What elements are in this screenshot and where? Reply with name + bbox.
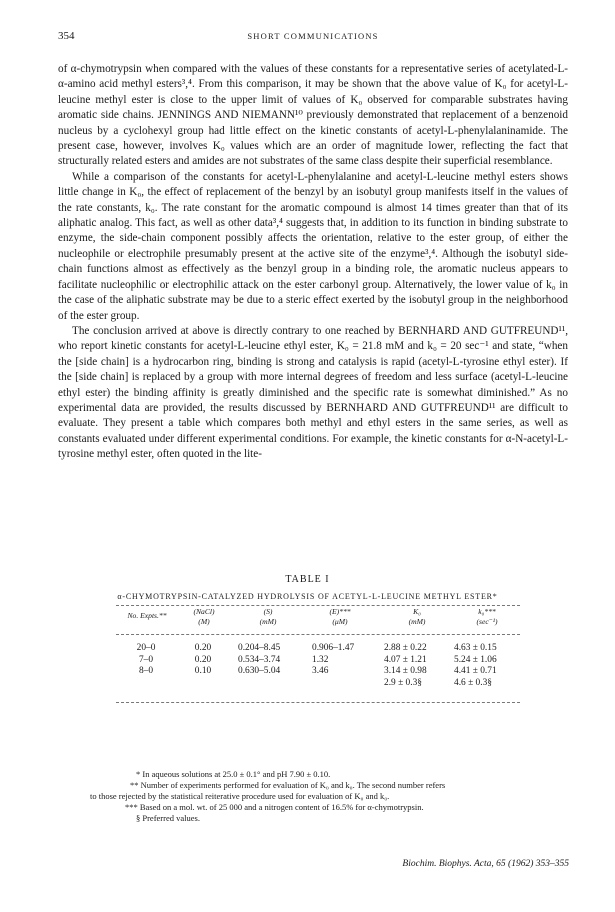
page-header [58,30,568,46]
cell: 4.41 ± 0.71 [454,666,497,676]
table-row [116,678,520,690]
footnote: to those rejected by the statistical reiterative procedure used for evaluation of K₀ and k₀. [90,791,390,801]
cell: 7–0 [138,654,154,665]
running-title: SHORT COMMUNICATIONS [247,31,379,41]
table-row [116,655,520,667]
col-header: (NaCl) [193,607,215,616]
footnote: ** Number of experiments performed for evaluation of K₀ and k₀. The second number refers [130,780,446,790]
paragraph: The conclusion arrived at above is directly contrary to one reached by BERNHARD AND GUTFREUND¹¹, who report kinetic constants for acetyl-L-leucine ethyl ester, K₀ = 21.8 mM and k₀ = 20 sec⁻¹ and state, “when the [side chain] is a hydrocarbon ring, binding is strong and catalysis is rapid (acetyl-L-tyrosine ethyl ester). If the [side chain] is replaced by a group with more internal degrees of freedom and less surface (acetyl-L-leucine ethyl ester) the binding affinity is greatly diminished and the specific rate is somewhat diminished.” As no experimental data are provided, the results discussed by BERNHARD AND GUTFREUND¹¹ are difficult to evaluate. They present a table which compares both methyl and ethyl esters in the same series, as well as constants evaluated under different experimental conditions. For example, the kinetic constants for α-N-acetyl-L-tyrosine methyl ester, often quoted in the lite- [58,324,568,461]
col-unit: (mM) [408,616,426,626]
data-table [116,643,520,689]
col-unit: (mM) [259,616,277,626]
cell: 0.204–8.45 [238,643,281,653]
col-header: (S) [263,607,273,616]
cell: 4.07 ± 1.21 [384,654,427,665]
cell [116,678,176,690]
table-footnotes [90,769,530,824]
footnote: *** Based on a mol. wt. of 25 000 and a nitrogen content of 16.5% for α-chymotrypsin. [125,802,424,812]
col-header: k₀*** [478,607,496,616]
cell: 0.906–1.47 [312,643,355,653]
cell: 20–0 [136,643,156,653]
cell: 3.14 ± 0.98 [384,666,427,676]
journal-citation: Biochim. Biophys. Acta, 65 (1962) 353–355 [402,859,569,869]
cell: 0.630–5.04 [238,666,281,676]
cell [302,678,378,690]
cell: 0.10 [194,666,212,676]
table-row [116,666,520,678]
col-header: K₀ [413,607,421,616]
col-unit: (sec⁻¹) [476,616,498,626]
table-row [116,643,520,655]
table-rule-bottom [116,702,520,703]
paragraph: While a comparison of the constants for acetyl-L-phenylalanine and acetyl-L-leucine methyl esters shows little change in K₀, the effect of replacement of the benzyl by an isobutyl group manifests itself in the values of the rate constants, k₀. The rate constant for the aromatic compound is almost 14 times greater than that of its aliphatic analog. This fact, as well as other data³,⁴ suggests that, in addition to its function in binding substrate to enzyme, the side-chain component possibly affects the orientation, relative to the ester group, of either the nucleophile or electrophile presumably present at the active site of the enzyme³,⁴. Although the isobutyl side-chain functions almost as effectively as the benzyl group in a binding role, the aromatic nucleus appears to facilitate nucleophilic or electrophilic attack on the ester carbonyl group. Alternatively, the lower value of k₀ in the case of the aliphatic substrate may be due to a steric effect exerted by the isobutyl group in the neighborhood of the ester group. [58,170,568,322]
table-title: TABLE I [285,574,330,585]
cell: 2.88 ± 0.22 [384,643,427,653]
cell: 3.46 [312,666,329,676]
cell [176,678,230,690]
cell: 4.63 ± 0.15 [454,643,497,653]
col-header: No. Expts.** [127,611,167,620]
col-unit: (M) [198,616,210,626]
body-text [58,62,568,463]
table-caption: α-CHYMOTRYPSIN-CATALYZED HYDROLYSIS OF ACETYL-L-LEUCINE METHYL ESTER* [117,592,498,601]
footnote: § Preferred values. [136,813,200,823]
table-header [116,606,520,634]
cell: 0.20 [194,654,212,665]
page-number: 354 [58,30,75,42]
col-header: (E)*** [329,607,351,616]
cell: 8–0 [138,666,154,676]
footnote: * In aqueous solutions at 25.0 ± 0.1° and pH 7.90 ± 0.10. [136,769,331,779]
paragraph: of α-chymotrypsin when compared with the values of these constants for a representative series of acetylated-L-α-amino acid methyl esters³,⁴. From this comparison, it may be shown that the above value of K₀ for acetyl-L-leucine methyl ester is close to the upper limit of values of K₀ observed for comparable substrates having aromatic side chains. JENNINGS AND NIEMANN¹⁰ previously demonstrated that replacement of a benzenoid nucleus by a cyclohexyl group had little effect on the kinetic constants of acetyl-L-phenylalaninamide. The present case, however, involves K₀ values which are an order of magnitude lower, reflecting the fact that structurally related esters and amides are not substrates of the same class despite their superficial resemblance. [58,63,568,168]
cell: 5.24 ± 1.06 [454,654,497,665]
col-unit: (μM) [332,616,348,626]
table-rule-mid [116,634,520,635]
cell: 0.534–3.74 [238,654,281,665]
cell: 2.9 ± 0.3§ [384,677,422,688]
cell: 4.6 ± 0.3§ [454,677,492,688]
cell: 1.32 [312,654,329,665]
cell: 0.20 [194,643,212,653]
cell [230,678,302,690]
